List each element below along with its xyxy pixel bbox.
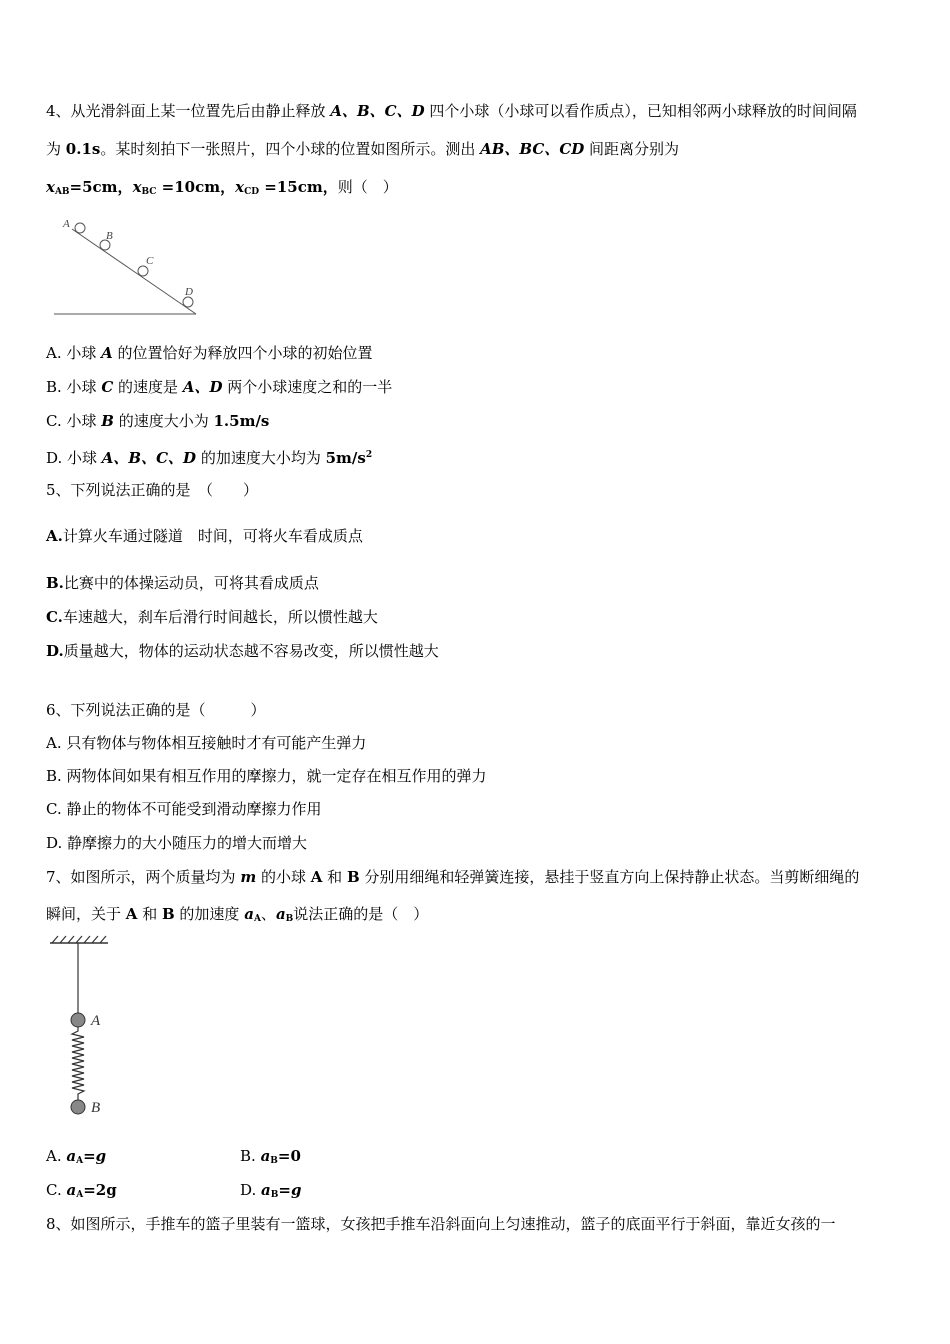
q4-segments: AB、BC、CD <box>480 140 585 158</box>
q6-option-b: B. 两物体间如果有相互作用的摩擦力，就一定存在相互作用的弹力 <box>46 767 487 785</box>
q4-stem-line2: 为 0.1s。某时刻拍下一张照片，四个小球的位置如图所示。测出 AB、BC、CD 间距离分别为 <box>46 140 680 158</box>
q4-stem-line3: $x_{AB}=5cm$，$x_{BC} =10cm$，$x_{CD} =15cm$，则（ ） <box>46 178 398 197</box>
ball-a <box>71 1013 85 1027</box>
q6-option-c: C. 静止的物体不可能受到滑动摩擦力作用 <box>46 800 322 818</box>
incline-line <box>72 229 196 314</box>
q4-option-b: B. 小球 C 的速度是 A、D 两个小球速度之和的一半 <box>46 378 393 396</box>
label-b: B <box>106 230 113 242</box>
q5-option-a: A.计算火车通过隧道 时间，可将火车看成质点 <box>46 527 363 545</box>
q4-balls: A、B、C、D <box>330 102 425 120</box>
ball-c <box>138 266 148 276</box>
q7-option-d: D. $a_B=g$ <box>240 1181 302 1200</box>
q5-option-b: B.比赛中的体操运动员，可将其看成质点 <box>46 574 319 592</box>
q7-stem-line2: 瞬间，关于 A 和 B 的加速度 $a_A$、$a_B$说法正确的是（ ） <box>46 905 429 924</box>
q7-spring-figure <box>46 932 126 1124</box>
label-a: A <box>91 1013 101 1029</box>
label-b: B <box>91 1100 101 1116</box>
q4-stem-line1: 4、从光滑斜面上某一位置先后由静止释放 A、B、C、D 四个小球（小球可以看作质点），已知相邻两小球释放的时间间隔 <box>46 102 857 120</box>
q4-interval: 0.1s <box>65 140 101 158</box>
label-d: D <box>185 286 193 298</box>
ceiling-hatch <box>52 936 106 943</box>
q7-option-c: C. $a_A=2g$ <box>46 1181 117 1200</box>
q5-option-c: C.车速越大，刹车后滑行时间越长，所以惯性越大 <box>46 608 378 626</box>
q8-stem-line1: 8、如图所示，手推车的篮子里装有一篮球，女孩把手推车沿斜面向上匀速推动，篮子的底面平行于斜面，靠近女孩的一 <box>46 1215 836 1233</box>
q6-option-d: D. 静摩擦力的大小随压力的增大而增大 <box>46 834 308 852</box>
q6-option-a: A. 只有物体与物体相互接触时才有可能产生弹力 <box>46 734 367 752</box>
q4-incline-figure <box>50 212 210 320</box>
q5-option-d: D.质量越大，物体的运动状态越不容易改变，所以惯性越大 <box>46 642 439 660</box>
q7-stem-line1: 7、如图所示，两个质量均为 m 的小球 A 和 B 分别用细绳和轻弹簧连接，悬挂于竖直方向上保持静止状态。当剪断细绳的 <box>46 868 860 886</box>
q7-option-a: A. $a_A=g$ <box>46 1147 107 1166</box>
q4-option-a: A. 小球 A 的位置恰好为释放四个小球的初始位置 <box>46 344 373 362</box>
q6-stem: 6、下列说法正确的是（ ） <box>46 701 266 719</box>
q4-option-d: D. 小球 A、B、C、D 的加速度大小均为 $5m/s^2$ <box>46 449 373 467</box>
spring <box>72 1027 84 1100</box>
ball-b <box>71 1100 85 1114</box>
ball-a <box>75 223 85 233</box>
label-a: A <box>63 218 70 230</box>
ball-d <box>183 297 193 307</box>
label-c: C <box>146 255 154 267</box>
q7-option-b: B. $a_B=0$ <box>240 1147 301 1166</box>
q5-stem: 5、下列说法正确的是 （ ） <box>46 481 259 499</box>
q4-option-c: C. 小球 B 的速度大小为 1.5m/s <box>46 412 270 430</box>
